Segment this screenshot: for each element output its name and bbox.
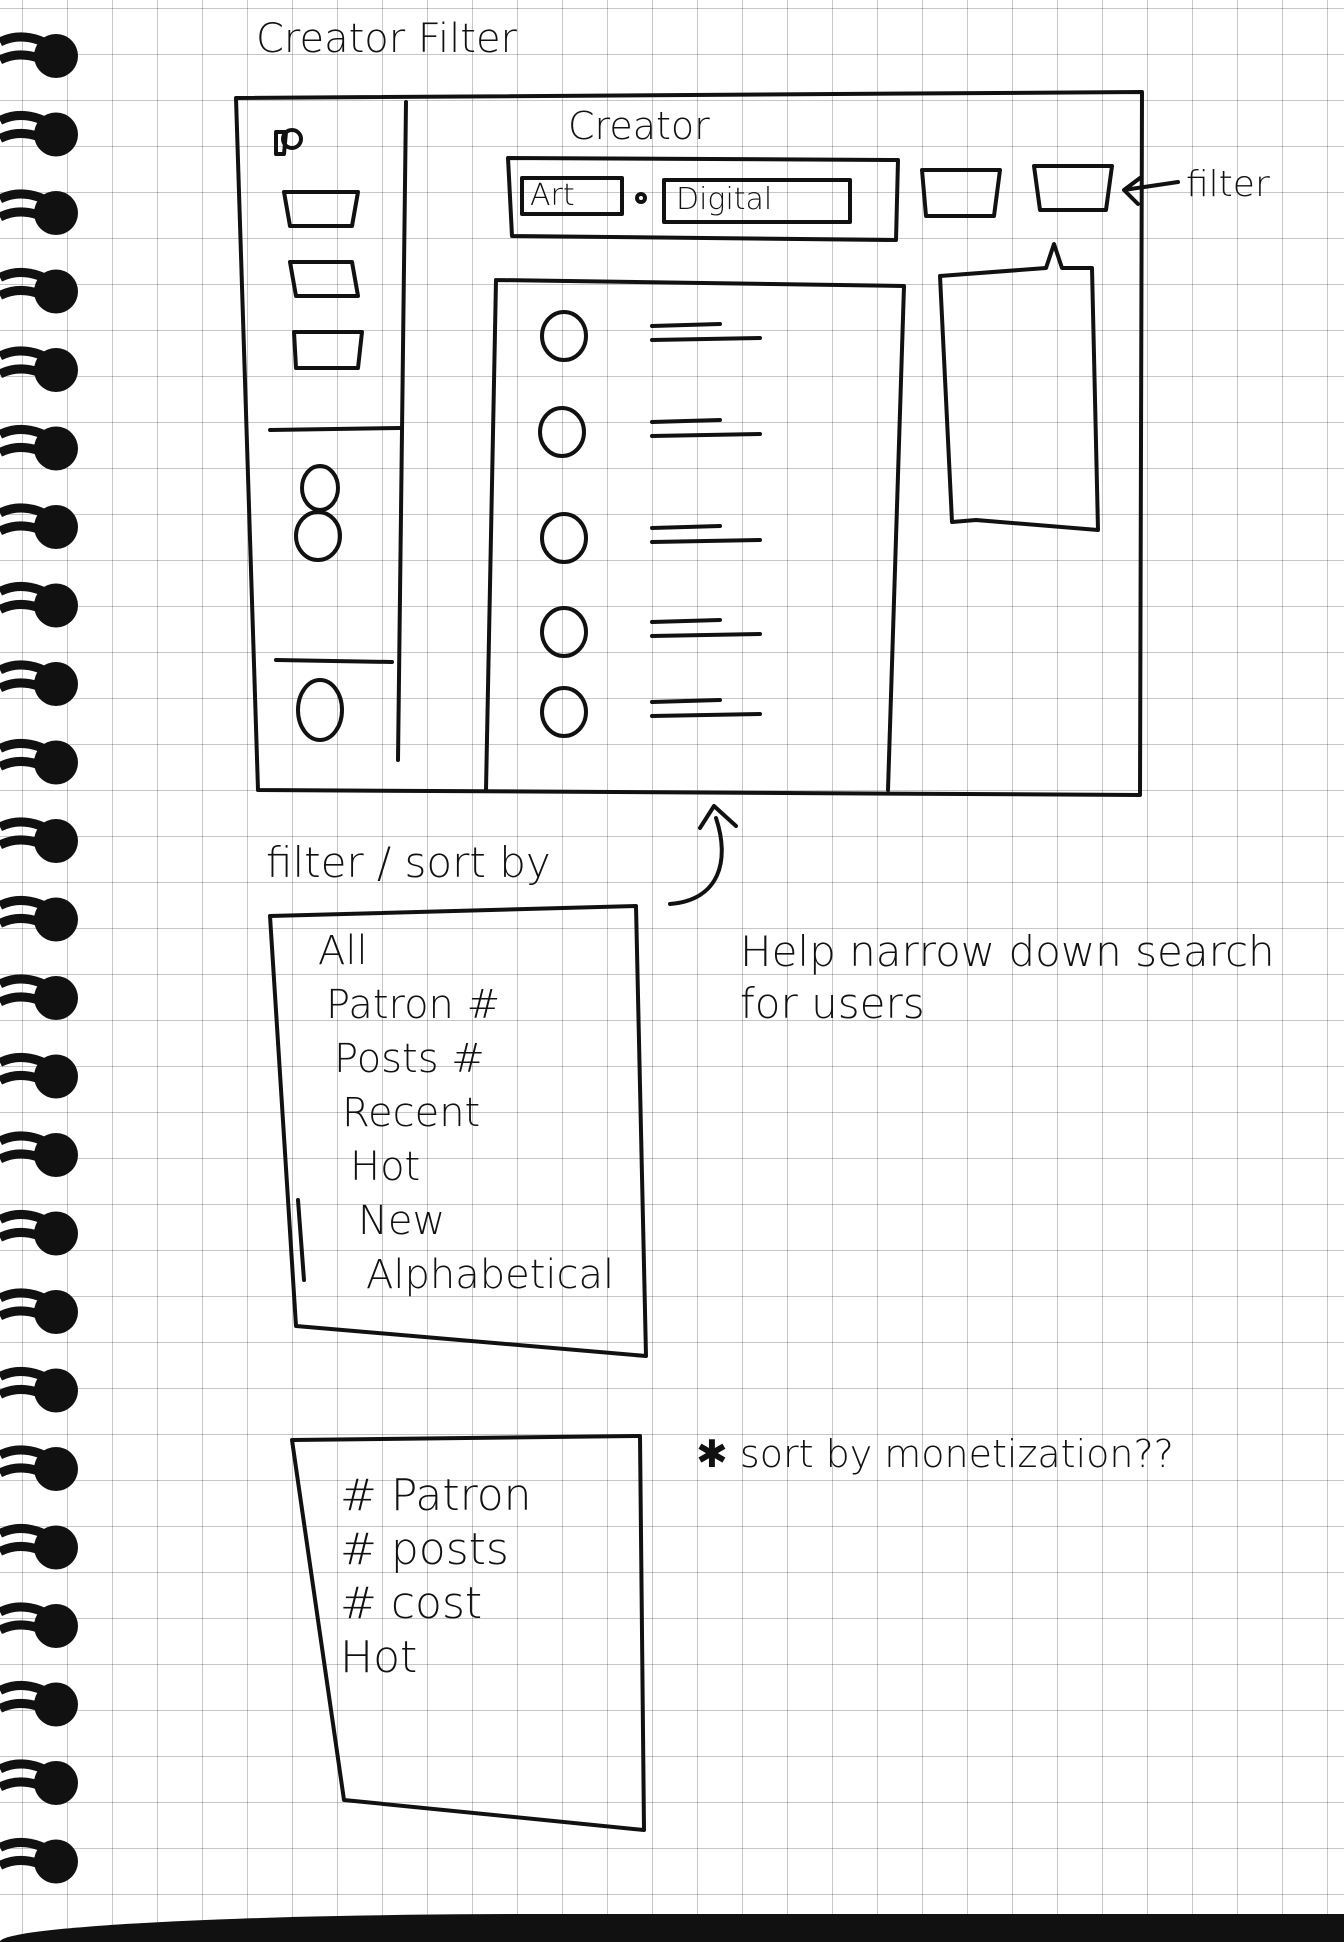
spiral-ring <box>0 1369 78 1413</box>
spiral-ring <box>0 1683 78 1727</box>
spiral-ring <box>0 1447 78 1491</box>
app-icon <box>276 130 301 154</box>
result-avatar <box>542 312 586 360</box>
filter-annotation: filter <box>1186 164 1270 205</box>
sidebar-avatar-2 <box>296 512 340 560</box>
filter-arrow <box>1124 178 1178 204</box>
spiral-ring <box>0 584 78 628</box>
result-avatar <box>540 408 584 456</box>
spiral-binding <box>0 34 78 1884</box>
spiral-ring <box>0 34 78 78</box>
spiral-ring <box>0 1526 78 1570</box>
result-avatar <box>542 514 586 562</box>
spiral-ring <box>0 1604 78 1648</box>
spiral-ring <box>0 662 78 706</box>
spiral-ring <box>0 427 78 471</box>
filter-dropdown-preview <box>940 244 1098 530</box>
sort-option: Hot <box>350 1144 421 1190</box>
sidebar-nav-box-3 <box>294 332 362 368</box>
filter-button-1 <box>922 170 1000 216</box>
sort-option: Alphabetical <box>366 1252 615 1298</box>
monetization-note-text: sort by monetization?? <box>739 1432 1174 1476</box>
chip-art: Art <box>530 178 575 213</box>
monetization-option: Hot <box>340 1632 418 1683</box>
monetization-option: # Patron <box>340 1470 532 1521</box>
sort-option: Patron # <box>326 982 501 1028</box>
sort-panel-label: filter / sort by <box>266 838 551 887</box>
spiral-ring <box>0 819 78 863</box>
sort-option: Recent <box>342 1090 481 1136</box>
spiral-ring <box>0 1840 78 1884</box>
sort-option: All <box>318 928 368 974</box>
star-icon: ✱ <box>696 1432 740 1476</box>
help-note: Help narrow down search for users <box>740 927 1275 1028</box>
sidebar-nav-box-1 <box>284 192 358 226</box>
spiral-ring <box>0 898 78 942</box>
sidebar-avatar-1 <box>302 466 338 510</box>
result-text-lines <box>652 620 760 636</box>
spiral-ring <box>0 976 78 1020</box>
monetization-option: # cost <box>340 1578 483 1629</box>
sidebar-section-divider-1 <box>270 428 400 430</box>
result-text-lines <box>652 700 760 716</box>
sidebar-section-divider-2 <box>276 660 392 662</box>
spiral-ring <box>0 1055 78 1099</box>
spiral-ring <box>0 270 78 314</box>
result-text-lines <box>652 526 760 542</box>
spiral-ring <box>0 1212 78 1256</box>
sort-arrow <box>670 806 736 904</box>
sort-option: Posts # <box>334 1036 485 1082</box>
result-avatar <box>542 688 586 736</box>
spiral-ring <box>0 1290 78 1334</box>
filter-button-2 <box>1034 166 1112 210</box>
sort-panel-inner-line <box>298 1200 304 1280</box>
spiral-ring <box>0 191 78 235</box>
sort-option: New <box>358 1198 446 1244</box>
spiral-ring <box>0 741 78 785</box>
spiral-ring <box>0 1761 78 1805</box>
result-text-lines <box>652 324 760 340</box>
page-title: Creator Filter <box>256 16 517 62</box>
result-avatar <box>542 608 586 656</box>
wireframe-header: Creator <box>568 104 710 148</box>
sidebar-nav-box-2 <box>290 262 358 296</box>
spiral-ring <box>0 1133 78 1177</box>
spiral-ring <box>0 113 78 157</box>
sidebar-avatar-3 <box>298 680 342 740</box>
spiral-ring <box>0 505 78 549</box>
result-text-lines <box>652 420 760 436</box>
spiral-ring <box>0 348 78 392</box>
sidebar-divider <box>398 102 406 760</box>
chip-separator-dot <box>637 194 645 202</box>
chip-digital: Digital <box>676 182 773 217</box>
monetization-option: # posts <box>340 1524 509 1575</box>
monetization-note <box>696 1432 1174 1476</box>
